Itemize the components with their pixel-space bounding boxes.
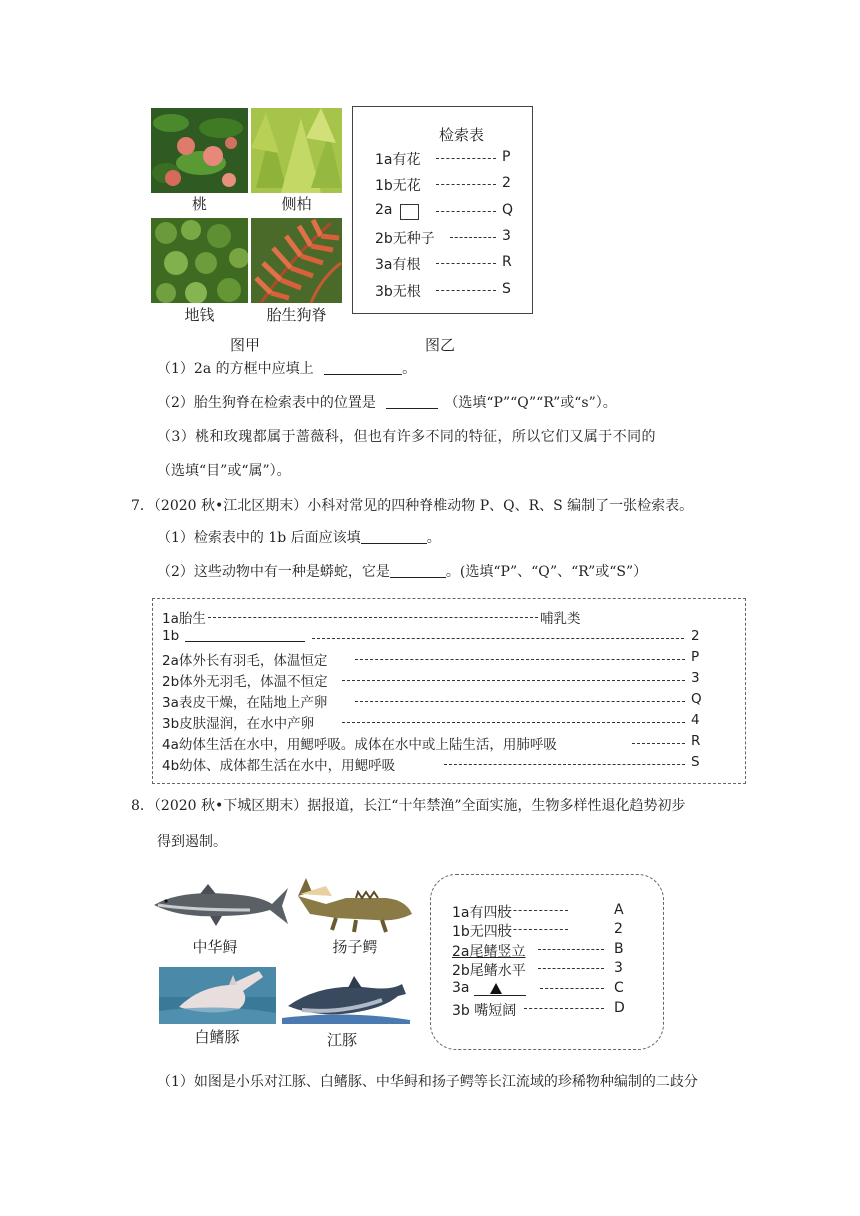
key-row: 3a	[452, 980, 470, 996]
key-row: 2b体外无羽毛，体温不恒定	[162, 674, 328, 690]
key-row: 3b 嘴短阔	[452, 1003, 517, 1019]
key-row-end: D	[614, 1000, 625, 1016]
key-row: 4a幼体生活在水中，用鳃呼吸。成体在水中或上陆生活，用肺呼吸	[162, 737, 557, 753]
key-row-dash	[498, 910, 568, 911]
q6-sub2: （2）胎生狗脊在检索表中的位置是 （选填“P”“Q”“R”或“s”）。	[157, 395, 617, 411]
alligator-photo	[296, 874, 414, 934]
key-row-end: R	[691, 733, 701, 749]
key-row: 2b无种子	[375, 231, 435, 247]
key-row-dash	[450, 237, 496, 238]
key-row-end: 2	[691, 628, 700, 644]
key-row-end: 3	[502, 228, 511, 244]
key-row: 2a体外长有羽毛，体温恒定	[162, 653, 328, 669]
key-row: 1a有四肢	[452, 905, 512, 921]
q6-sub1: （1）2a 的方框中应填上 。	[157, 361, 417, 377]
porpoise-photo	[282, 966, 410, 1024]
answer-blank[interactable]	[474, 995, 526, 996]
key-row-dash	[355, 701, 685, 702]
answer-blank[interactable]	[324, 360, 402, 375]
q6-sub3-line2: （选填“目”或“属”）。	[157, 463, 291, 479]
key-row-dash	[436, 158, 496, 159]
key-row-end: C	[614, 980, 624, 996]
key-row: 2b尾鳍水平	[452, 963, 526, 979]
answer-blank[interactable]	[390, 563, 446, 578]
key-row-end: 2	[614, 921, 623, 937]
key-row-dash	[436, 211, 496, 212]
arborvitae-photo	[251, 108, 342, 193]
baiji-dolphin-photo	[159, 967, 276, 1024]
key-row-end: B	[614, 941, 624, 957]
animal-caption: 江豚	[326, 1031, 357, 1049]
key-row-end: R	[502, 254, 512, 270]
key-row: 3a有根	[375, 257, 421, 273]
figure-label-left: 图甲	[229, 336, 260, 354]
key-row-dash	[540, 988, 604, 989]
key-row-end: 4	[691, 712, 700, 728]
key-row-dash	[524, 1008, 604, 1009]
key-row-end: 3	[614, 960, 623, 976]
photo-caption: 桃	[191, 195, 207, 213]
q7-sub2: （2）这些动物中有一种是蟒蛇，它是 。(选填“P”、“Q”、“R”或“S”）	[157, 564, 648, 580]
key-row-dash	[342, 680, 685, 681]
key-row: 1a有花	[375, 152, 421, 168]
q8-sub1: （1）如图是小乐对江豚、白鳍豚、中华鲟和扬子鳄等长江流域的珍稀物种编制的二歧分	[157, 1074, 698, 1090]
key-row-dash	[342, 722, 685, 723]
peach-tree-photo	[151, 108, 248, 193]
answer-blank[interactable]	[185, 641, 305, 642]
animal-caption: 白鳍豚	[194, 1028, 240, 1046]
liverwort-photo	[151, 218, 248, 303]
key-row: 3a表皮干燥，在陆地上产卵	[162, 695, 328, 711]
answer-box	[400, 204, 419, 220]
key-row-end: 3	[691, 670, 700, 686]
key-row-end: A	[614, 902, 624, 918]
key-row-end: P	[691, 649, 700, 665]
key-row: 3b皮肤湿润，在水中产卵	[162, 716, 315, 732]
key-row: 3b无根	[375, 284, 421, 300]
key-row: 2a	[375, 202, 393, 218]
animal-caption: 中华鲟	[192, 938, 238, 956]
photo-caption: 侧柏	[281, 195, 312, 213]
triangle-icon	[490, 983, 502, 994]
key-row-dash	[538, 968, 604, 969]
key-row-end: P	[502, 149, 511, 165]
key-row-end: S	[691, 754, 700, 770]
q8-stem-line2: 得到遏制。	[157, 834, 227, 850]
key-row-dash	[444, 764, 685, 765]
key-row: 1b无花	[375, 178, 421, 194]
photo-caption: 地钱	[184, 306, 215, 324]
key-row-dash	[498, 929, 568, 930]
key-row-end: 2	[502, 175, 511, 191]
figure-label-right: 图乙	[424, 336, 455, 354]
key-row-end: 哺乳类	[540, 611, 581, 627]
plant-key-title: 检索表	[439, 126, 485, 144]
key-row: 2a尾鳍竖立	[452, 944, 526, 960]
photo-caption: 胎生狗脊	[266, 306, 327, 324]
key-row-dash	[208, 617, 538, 618]
key-row-end: S	[502, 281, 511, 297]
key-row-dash	[632, 743, 685, 744]
key-row-end: Q	[502, 202, 514, 218]
key-row-end: Q	[691, 691, 702, 707]
sturgeon-photo	[150, 880, 290, 930]
key-row-dash	[312, 638, 684, 639]
key-row: 1b无四肢	[452, 924, 512, 940]
q6-sub3-line1: （3）桃和玫瑰都属于蔷薇科，但也有许多不同的特征，所以它们又属于不同的	[157, 429, 656, 445]
key-row: 1b	[162, 628, 180, 644]
q7-stem: 7．（2020 秋•江北区期末）小科对常见的四种脊椎动物 P、Q、R、S 编制了一张检索表。	[131, 498, 694, 514]
key-row-dash	[538, 949, 604, 950]
key-row: 1a胎生	[162, 611, 206, 627]
answer-blank[interactable]	[386, 394, 438, 409]
key-row-dash	[436, 184, 496, 185]
q7-sub1: （1）检索表中的 1b 后面应该填 。	[157, 530, 441, 546]
key-row: 4b幼体、成体都生活在水中，用鳃呼吸	[162, 758, 396, 774]
answer-blank[interactable]	[361, 529, 427, 544]
key-row-dash	[355, 659, 685, 660]
animal-caption: 扬子鳄	[332, 938, 378, 956]
key-row-dash	[436, 290, 496, 291]
fern-photo	[251, 218, 342, 303]
key-row-dash	[436, 263, 496, 264]
q8-stem-line1: 8．（2020 秋•下城区期末）据报道，长江“十年禁渔”全面实施，生物多样性退化趋势初步	[131, 798, 686, 814]
